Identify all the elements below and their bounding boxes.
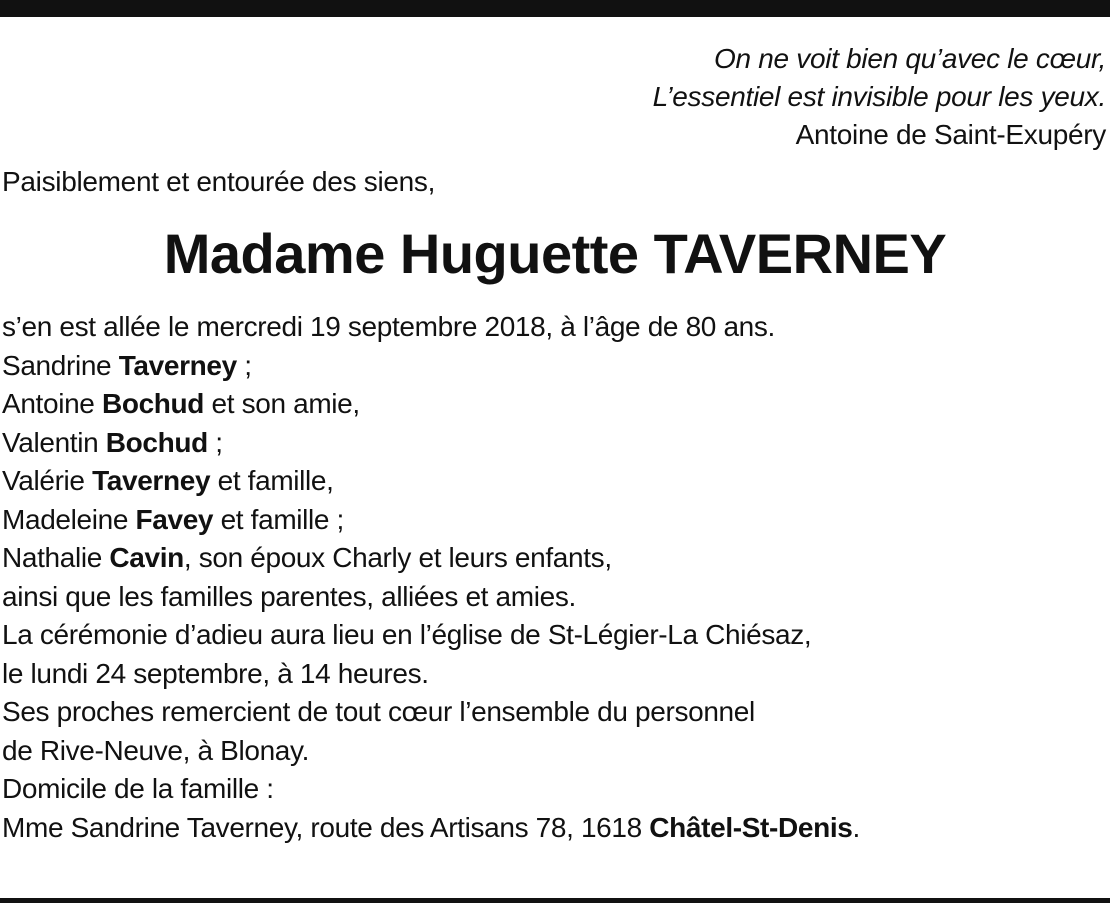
ceremony-line-1: La cérémonie d’adieu aura lieu en l’église de St-Légier-La Chiésaz, (2, 619, 812, 650)
relatives-line: ainsi que les familles parentes, alliées et amies. (2, 580, 576, 612)
family-line-rest: , son époux Charly et leurs enfants, (183, 542, 612, 573)
ceremony-line-2: le lundi 24 septembre, à 14 heures. (2, 657, 429, 689)
family-first-name: Antoine (2, 388, 95, 419)
family-line-rest: et famille, (210, 465, 334, 496)
family-member-line (2, 347, 860, 386)
family-last-name: Taverney (118, 349, 237, 381)
family-line-rest: et famille ; (213, 503, 344, 535)
announcement-line: s’en est allée le mercredi 19 septembre 2018, à l’âge de 80 ans. (2, 311, 775, 342)
family-last-name: Bochud (105, 426, 208, 458)
top-border-rule (0, 0, 1110, 17)
deceased-name-heading: Madame Huguette TAVERNEY (163, 222, 947, 285)
domicile-address: Mme Sandrine Taverney, route des Artisans 78, 1618 (2, 811, 650, 843)
family-line-rest: ; (236, 349, 252, 381)
domicile-label: Domicile de la famille : (2, 773, 274, 804)
family-member-line (2, 501, 860, 540)
epigraph-quote (653, 40, 1106, 154)
thanks-line-2: de Rive-Neuve, à Blonay. (2, 734, 310, 766)
family-last-name: Favey (135, 503, 214, 535)
family-line-rest: et son amie, (204, 388, 360, 419)
family-first-name: Valérie (2, 465, 85, 496)
family-member-line (2, 424, 860, 463)
family-member-line (2, 385, 860, 424)
domicile-city: Châtel-St-Denis (649, 811, 853, 843)
quote-line-1: On ne voit bien qu’avec le cœur, (714, 43, 1106, 74)
family-member-line (2, 462, 860, 501)
intro-line: Paisiblement et entourée des siens, (2, 166, 436, 197)
family-first-name: Sandrine (2, 349, 112, 381)
family-last-name: Taverney (92, 465, 211, 496)
thanks-line-1: Ses proches remercient de tout cœur l’ensemble du personnel (2, 696, 755, 727)
family-first-name: Nathalie (2, 542, 102, 573)
quote-line-2: L’essentiel est invisible pour les yeux. (652, 81, 1106, 112)
domicile-address-line (2, 809, 860, 848)
family-last-name: Bochud (101, 388, 205, 419)
family-first-name: Madeleine (2, 503, 129, 535)
domicile-end: . (852, 811, 860, 843)
bottom-border-rule (0, 898, 1110, 903)
family-last-name: Cavin (109, 542, 184, 573)
family-line-rest: ; (207, 426, 223, 458)
family-first-name: Valentin (2, 426, 99, 458)
family-member-line (2, 539, 860, 578)
quote-author: Antoine de Saint-Exupéry (795, 119, 1106, 150)
obituary-body (2, 308, 860, 847)
